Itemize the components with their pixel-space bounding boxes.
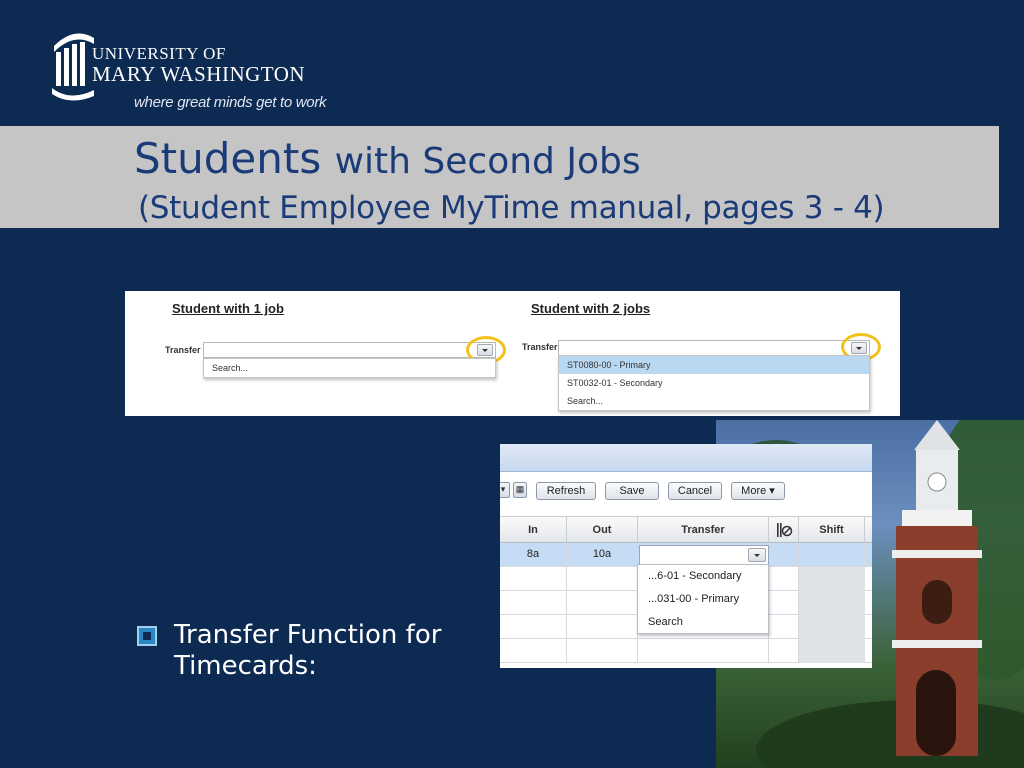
out-cell[interactable] [567,567,638,591]
columns-logo-icon [50,24,98,102]
meal-cell[interactable] [769,567,799,591]
meal-cell[interactable] [769,639,799,663]
grid-header [500,516,872,543]
bullet-text: Transfer Function for Timecards: [174,620,442,681]
save-button[interactable]: Save [605,482,659,500]
transfer-field-one-job[interactable] [203,342,496,358]
column-header-transfer[interactable]: Transfer [638,517,769,543]
dropdown-option[interactable]: ...6-01 - Secondary [648,570,742,582]
transfer-label: Transfer [165,345,201,355]
in-cell[interactable]: 8a [500,543,567,567]
transfer-dropdown-list [637,564,769,634]
meal-break-icon [769,517,799,543]
in-cell[interactable] [500,615,567,639]
transfer-label: Transfer [522,342,558,352]
in-cell[interactable] [500,591,567,615]
dropdown-option[interactable]: ...031-00 - Primary [648,593,740,605]
chevron-down-icon[interactable]: ▾ [500,482,510,498]
bullet-square-icon [137,626,157,646]
chevron-down-icon[interactable] [748,548,766,562]
title-band [0,126,999,228]
calculator-icon[interactable]: ▦ [513,482,527,498]
out-cell[interactable]: 10a [567,543,638,567]
shift-cell[interactable] [799,591,865,615]
dropdown-option[interactable]: Search... [567,396,604,406]
transfer-options-one-job [203,358,496,378]
column-header-out[interactable]: Out [567,517,638,543]
meal-cell[interactable] [769,591,799,615]
one-job-heading: Student with 1 job [172,301,284,316]
dropdown-option[interactable]: Search [648,616,683,628]
dropdown-option[interactable]: Search... [212,363,249,373]
logo-text-line2: MARY WASHINGTON [92,62,306,86]
out-cell[interactable] [567,639,638,663]
shift-cell[interactable] [799,639,865,663]
title-main-word: Students [134,134,322,183]
transfer-options-two-jobs [558,355,870,411]
refresh-button[interactable]: Refresh [536,482,596,500]
tagline: where great minds get to work [134,94,327,111]
meal-cell[interactable] [769,543,799,567]
dropdown-option-selected[interactable]: ST0080-00 - Primary [559,356,869,374]
dropdown-option[interactable]: ST0032-01 - Secondary [567,378,663,388]
timecard-screenshot [500,444,872,668]
transfer-cell[interactable] [638,639,769,663]
in-cell[interactable] [500,567,567,591]
transfer-select[interactable] [639,545,769,565]
window-title-bar [500,444,872,472]
title-rest: with Second Jobs [334,141,641,182]
page-subtitle: (Student Employee MyTime manual, pages 3 - 4) [138,190,885,226]
transfer-field-two-jobs[interactable] [558,340,870,356]
page-title [134,134,641,183]
shift-cell[interactable] [799,567,865,591]
cancel-button[interactable]: Cancel [668,482,722,500]
shift-cell[interactable] [799,543,865,567]
in-cell[interactable] [500,639,567,663]
transfer-field-screenshot [125,291,900,416]
out-cell[interactable] [567,615,638,639]
column-header-in[interactable]: In [500,517,567,543]
out-cell[interactable] [567,591,638,615]
table-row[interactable] [500,639,872,663]
column-header-shift[interactable]: Shift [799,517,865,543]
shift-cell[interactable] [799,615,865,639]
more-button[interactable]: More ▾ [731,482,785,500]
meal-cell[interactable] [769,615,799,639]
logo-text-line1: UNIVERSITY OF [92,44,226,63]
two-jobs-heading: Student with 2 jobs [531,301,651,316]
